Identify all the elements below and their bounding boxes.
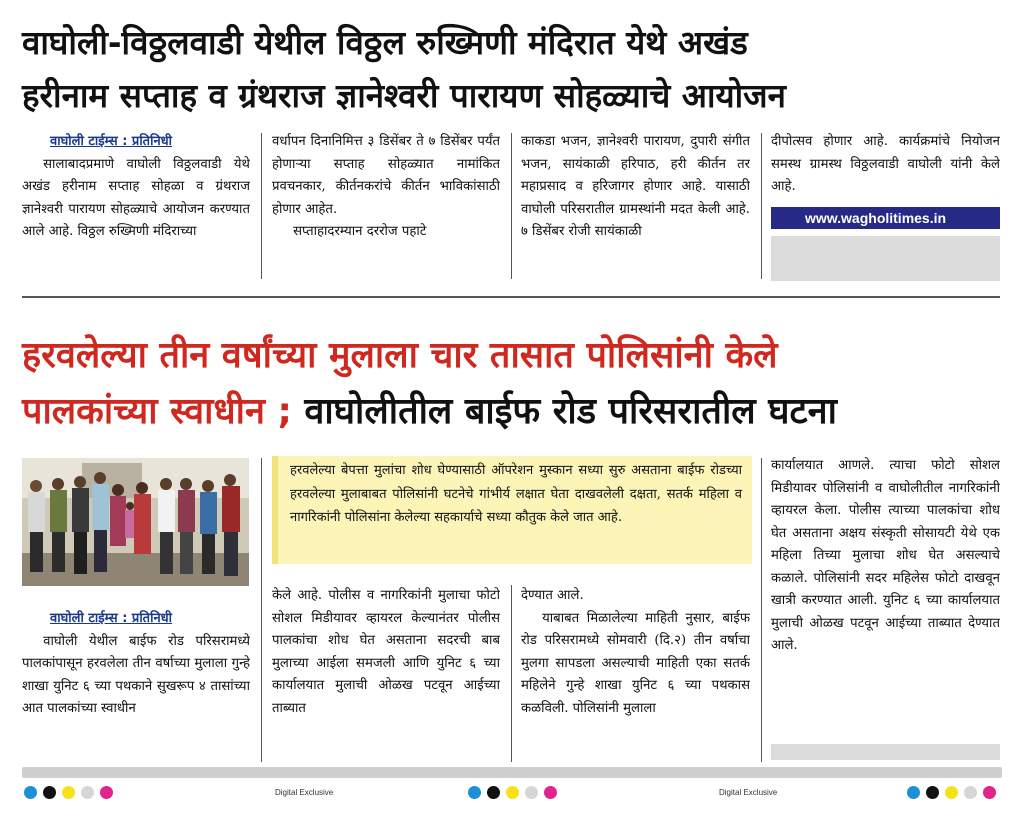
story2-col3-text-a: देण्यात आले.	[521, 588, 584, 603]
registration-dot	[81, 786, 94, 799]
registration-dot	[964, 786, 977, 799]
story1-column-2	[272, 131, 500, 281]
registration-marks-center	[468, 786, 557, 799]
column-divider	[511, 585, 512, 762]
story2-headline-line2	[22, 391, 837, 432]
footer-bar	[22, 767, 1002, 778]
registration-dot	[983, 786, 996, 799]
grey-placeholder-box	[771, 744, 1000, 760]
registration-dot	[544, 786, 557, 799]
column-divider	[261, 133, 262, 279]
story1-column-3	[521, 131, 750, 281]
story2-headline-line1: हरवलेल्या तीन वर्षांच्या मुलाला चार तासात पोलिसांनी केले	[22, 335, 778, 376]
story2-col1-text: वाघोली येथील बाईफ रोड परिसरामध्ये पालकांपासून हरवलेला तीन वर्षाच्या मुलाला गुन्हे शाखा युनिट ६ च्या पथकाने सुखरूप ४ तासांच्या आत पालकांच्या स्वाधीन	[22, 633, 250, 716]
registration-dot	[945, 786, 958, 799]
registration-marks-left	[24, 786, 113, 799]
story2-column-3	[521, 585, 750, 765]
registration-dot	[907, 786, 920, 799]
story1-headline-line1: वाघोली-विठ्ठलवाडी येथील विठ्ठल रुख्मिणी मंदिरात येथे अखंड	[22, 23, 748, 62]
column-divider	[261, 458, 262, 762]
registration-dot	[24, 786, 37, 799]
story2-column-1	[22, 608, 250, 768]
website-banner: www.wagholitimes.in	[771, 207, 1000, 229]
story2-col2-text: केले आहे. पोलीस व नागरिकांनी मुलाचा फोटो सोशल मिडीयावर व्हायरल केल्यानंतर पोलीस पालकांचा शोध घेत असताना सदरची बाब मुलाच्या आईला समजली आणि युनिट ६ च्या कार्यालयात मुलाची ओळख पटवून आईच्या ताब्यात	[272, 588, 500, 716]
registration-dot	[468, 786, 481, 799]
story2-col4-text: कार्यालयात आणले. त्याचा फोटो सोशल मिडीयावर पोलिसांनी व वाघोलीतील नागरिकांनी व्हायरल केला. पोलीस त्याच्या पालकांचा शोध घेत असताना अक्षय संस्कृती सोसायटी येथे एक महिला तिच्या मुलाचा शोध घेत असल्याचे कळाले. पोलिसांनी सदर महिलेस फोटो दाखवून खात्री करण्यात आली. युनिट ६ च्या कार्यालयात मुलाची ओळख पटवून आईच्या ताब्यात देण्यात आले.	[771, 458, 1000, 653]
callout-summary: हरवलेल्या बेपत्ता मुलांचा शोध घेण्यासाठी ऑपरेशन मुस्कान सध्या सुरु असताना बाईफ रोडच्या हरवलेल्या मुलाबाबत पोलिसांनी घटनेचे गांभीर्य लक्षात घेता दाखवलेली दक्षता, सतर्क महिला व नागरिकांनी पोलिसांना केलेल्या सहकार्याचे सध्या कौतुक केले जात आहे.	[272, 456, 752, 564]
story1-column-1	[22, 131, 250, 281]
story1-byline: वाघोली टाईम्स : प्रतिनिधी	[50, 134, 173, 149]
registration-dot	[506, 786, 519, 799]
story1-headline-line2: हरीनाम सप्ताह व ग्रंथराज ज्ञानेश्वरी पारायण सोहळ्याचे आयोजन	[22, 76, 786, 115]
column-divider	[511, 133, 512, 279]
story2-column-4	[771, 455, 1000, 745]
grey-placeholder-box	[771, 236, 1000, 281]
story1-col2-text: वर्धापन दिनानिमित्त ३ डिसेंबर ते ७ डिसेंबर पर्यंत होणाऱ्या सप्ताह सोहळ्यात नामांकित प्रवचनकार, कीर्तनकरांचे कीर्तन भाविकांसाठी होणार आहेत.	[272, 134, 500, 217]
story1-column-4	[771, 131, 1000, 207]
story2-headline-red: पालकांच्या स्वाधीन ;	[22, 391, 292, 432]
story2-headline-black: वाघोलीतील बाईफ रोड परिसरातील घटना	[291, 391, 837, 432]
digital-exclusive-label-right: Digital Exclusive	[719, 788, 778, 797]
registration-dot	[62, 786, 75, 799]
registration-dot	[525, 786, 538, 799]
story1-col4-text: दीपोत्सव होणार आहे. कार्यक्रमांचे नियोजन समस्थ ग्रामस्थ विठ्ठलवाडी वाघोली यांनी केले आहे.	[771, 134, 1000, 194]
registration-dot	[43, 786, 56, 799]
story1-col2-text-b: सप्ताहादरम्यान दररोज पहाटे	[293, 224, 427, 239]
registration-marks-right	[907, 786, 996, 799]
story1-col3-text: काकडा भजन, ज्ञानेश्वरी पारायण, दुपारी संगीत भजन, सायंकाळी हरिपाठ, हरी कीर्तन तर महाप्रसाद व हरिजागर होणार आहे. यासाठी वाघोली परिसरातील ग्रामस्थांनी मदत केली आहे. ७ डिसेंबर रोजी सायंकाळी	[521, 134, 750, 239]
story2-col3-text-b: याबाबत मिळालेल्या माहिती नुसार, बाईफ रोड परिसरामध्ये सोमवारी (दि.२) तीन वर्षाचा मुलगा सापडला असल्याची माहिती एका सतर्क महिलेने गुन्हे शाखा युनिट ६ च्या पथकास कळविली. पोलिसांनी मुलाला	[521, 610, 750, 716]
column-divider	[761, 458, 762, 762]
registration-dot	[487, 786, 500, 799]
story2-byline: वाघोली टाईम्स : प्रतिनिधी	[50, 611, 173, 626]
registration-dot	[926, 786, 939, 799]
section-divider	[22, 296, 1000, 298]
column-divider	[761, 133, 762, 279]
story2-column-2	[272, 585, 500, 765]
group-photo	[22, 458, 249, 586]
story1-col1-text: सालाबादप्रमाणे वाघोली विठ्ठलवाडी येथे अखंड हरीनाम सप्ताह सोहळा व ग्रंथराज ज्ञानेश्वरी पारायण सोहळ्याचे आयोजन करण्यात आले आहे. विठ्ठल रुख्मिणी मंदिराच्या	[22, 156, 250, 239]
digital-exclusive-label-left: Digital Exclusive	[275, 788, 334, 797]
registration-dot	[100, 786, 113, 799]
